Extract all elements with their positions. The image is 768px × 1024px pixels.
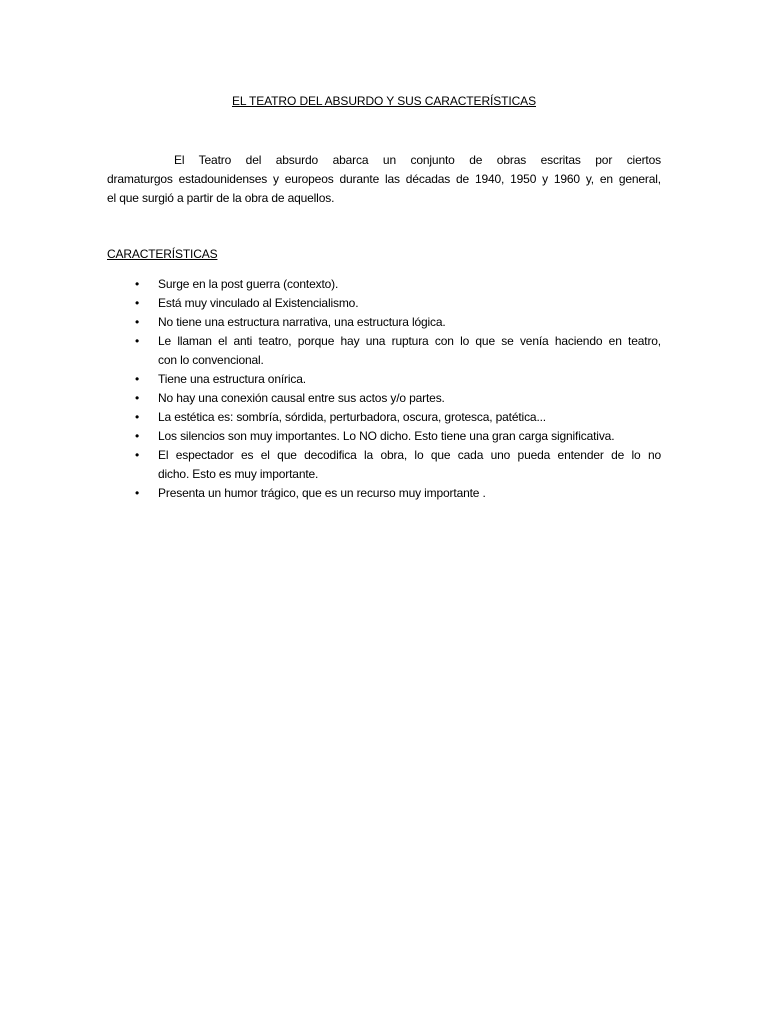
bullet-icon: • [135, 429, 140, 443]
list-item-line: con lo convencional. [158, 353, 264, 367]
list-item-text [158, 332, 661, 370]
bullet-icon: • [135, 372, 140, 386]
list-item-text [158, 275, 661, 294]
bullet-icon: • [135, 486, 140, 500]
list-item-line: No hay una conexión causal entre sus actos y/o partes. [158, 391, 445, 405]
list-item-text [158, 313, 661, 332]
list-item-line: No tiene una estructura narrativa, una estructura lógica. [158, 315, 446, 329]
list-item-line: El espectador es el que decodifica la obra, lo que cada uno pueda entender de lo no [158, 448, 661, 462]
list-item-line: dicho. Esto es muy importante. [158, 467, 319, 481]
list-item-text [158, 408, 661, 427]
bullet-icon: • [135, 296, 140, 310]
intro-line: El Teatro del absurdo abarca un conjunto de obras escritas por ciertos [174, 153, 661, 167]
bullet-icon: • [135, 410, 140, 424]
list-item [107, 408, 661, 427]
bullet-icon: • [135, 334, 140, 348]
characteristics-list [107, 275, 661, 503]
bullet-icon: • [135, 391, 140, 405]
intro-line: dramaturgos estadounidenses y europeos durante las décadas de 1940, 1950 y 1960 y, en general, [107, 172, 661, 186]
intro-line: el que surgió a partir de la obra de aquellos. [107, 191, 335, 205]
list-item [107, 427, 661, 446]
list-item-text [158, 389, 661, 408]
list-item-line: Presenta un humor trágico, que es un recurso muy importante . [158, 486, 486, 500]
bullet-icon: • [135, 448, 140, 462]
section-heading: CARACTERÍSTICAS [107, 247, 218, 261]
bullet-icon: • [135, 277, 140, 291]
list-item-line: Surge en la post guerra (contexto). [158, 277, 339, 291]
list-item [107, 389, 661, 408]
list-item-line: Le llaman el anti teatro, porque hay una ruptura con lo que se venía haciendo en teatro, [158, 334, 661, 348]
list-item [107, 332, 661, 370]
list-item-line: Está muy vinculado al Existencialismo. [158, 296, 359, 310]
list-item [107, 484, 661, 503]
list-item-text [158, 484, 661, 503]
list-item [107, 275, 661, 294]
list-item [107, 313, 661, 332]
list-item-text [158, 370, 661, 389]
list-item [107, 294, 661, 313]
bullet-icon: • [135, 315, 140, 329]
list-item-line: La estética es: sombría, sórdida, perturbadora, oscura, grotesca, patética... [158, 410, 546, 424]
list-item [107, 446, 661, 484]
list-item-line: Tiene una estructura onírica. [158, 372, 306, 386]
list-item [107, 370, 661, 389]
document-title: EL TEATRO DEL ABSURDO Y SUS CARACTERÍSTICAS [231, 94, 536, 108]
intro-paragraph [107, 151, 661, 208]
list-item-line: Los silencios son muy importantes. Lo NO dicho. Esto tiene una gran carga significativa. [158, 429, 615, 443]
list-item-text [158, 446, 661, 484]
list-item-text [158, 294, 661, 313]
list-item-text [158, 427, 661, 446]
